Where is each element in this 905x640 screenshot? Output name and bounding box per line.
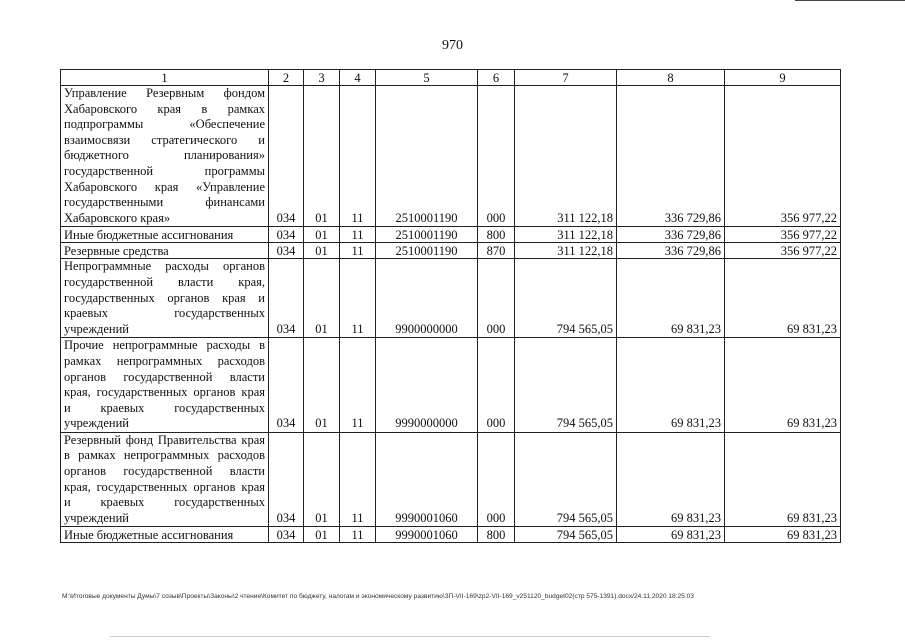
row-section-code: 01	[304, 86, 340, 227]
row-expense-type: 000	[478, 432, 515, 527]
row-target-article: 9990001060	[376, 527, 478, 543]
row-subsection-code: 11	[340, 86, 376, 227]
row-amount-col8: 69 831,23	[617, 432, 725, 527]
row-target-article: 9990001060	[376, 432, 478, 527]
row-amount-col9: 356 977,22	[725, 243, 841, 259]
row-name: Иные бюджетные ассигнования	[61, 527, 269, 543]
row-amount-col8: 69 831,23	[617, 527, 725, 543]
col-header-3: 3	[304, 70, 340, 86]
row-name: Управление Резервным фондом Хабаровского края в рамках подпрограммы «Обеспечение взаимосвязи стратегического и бюджетного планирования» государственной программы Хабаровского края «Управление государственными финансами Хабаровского края»	[61, 86, 269, 227]
row-target-article: 9990000000	[376, 338, 478, 433]
row-amount-col7: 794 565,05	[515, 432, 617, 527]
col-header-1: 1	[61, 70, 269, 86]
header-row	[61, 70, 841, 86]
row-target-article: 2510001190	[376, 243, 478, 259]
row-ministry-code: 034	[269, 86, 304, 227]
row-section-code: 01	[304, 259, 340, 338]
row-amount-col8: 69 831,23	[617, 259, 725, 338]
row-ministry-code: 034	[269, 338, 304, 433]
col-header-8: 8	[617, 70, 725, 86]
table-row	[61, 227, 841, 243]
row-ministry-code: 034	[269, 243, 304, 259]
row-amount-col7: 311 122,18	[515, 227, 617, 243]
row-amount-col7: 311 122,18	[515, 243, 617, 259]
col-header-9: 9	[725, 70, 841, 86]
row-ministry-code: 034	[269, 227, 304, 243]
row-amount-col9: 356 977,22	[725, 227, 841, 243]
row-target-article: 9900000000	[376, 259, 478, 338]
row-amount-col7: 311 122,18	[515, 86, 617, 227]
row-expense-type: 800	[478, 227, 515, 243]
col-header-5: 5	[376, 70, 478, 86]
document-path-footer: M:\Итоговые документы Думы\7 созыв\Проекты\Законы\2 чтение\Комитет по бюджету, налогам и экономическому развитию\ЗП-VII-169\zp2-VII-169_v251120_budget02(стр 575-1391).docx/24.11.2020 18:25:03	[62, 593, 695, 600]
row-target-article: 2510001190	[376, 227, 478, 243]
row-subsection-code: 11	[340, 243, 376, 259]
row-subsection-code: 11	[340, 227, 376, 243]
row-section-code: 01	[304, 227, 340, 243]
row-name: Резервные средства	[61, 243, 269, 259]
row-subsection-code: 11	[340, 432, 376, 527]
row-ministry-code: 034	[269, 259, 304, 338]
col-header-2: 2	[269, 70, 304, 86]
row-amount-col9: 356 977,22	[725, 86, 841, 227]
row-amount-col8: 336 729,86	[617, 243, 725, 259]
table-row	[61, 86, 841, 227]
row-ministry-code: 034	[269, 527, 304, 543]
row-expense-type: 000	[478, 86, 515, 227]
row-amount-col7: 794 565,05	[515, 338, 617, 433]
row-name: Иные бюджетные ассигнования	[61, 227, 269, 243]
row-subsection-code: 11	[340, 338, 376, 433]
row-expense-type: 800	[478, 527, 515, 543]
row-expense-type: 870	[478, 243, 515, 259]
row-amount-col8: 336 729,86	[617, 86, 725, 227]
row-name: Прочие непрограммные расходы в рамках непрограммных расходов органов государственной власти края, государственных органов края и краевых государственных учреждений	[61, 338, 269, 433]
row-name: Непрограммные расходы органов государственной власти края, государственных органов края и краевых государственных учреждений	[61, 259, 269, 338]
table-row	[61, 527, 841, 543]
row-ministry-code: 034	[269, 432, 304, 527]
table-row	[61, 243, 841, 259]
row-amount-col8: 336 729,86	[617, 227, 725, 243]
row-target-article: 2510001190	[376, 86, 478, 227]
table-row	[61, 432, 841, 527]
row-section-code: 01	[304, 527, 340, 543]
table-row	[61, 338, 841, 433]
col-header-4: 4	[340, 70, 376, 86]
row-amount-col9: 69 831,23	[725, 338, 841, 433]
budget-table	[60, 69, 841, 543]
page-number: 970	[442, 38, 463, 53]
row-amount-col7: 794 565,05	[515, 527, 617, 543]
row-amount-col7: 794 565,05	[515, 259, 617, 338]
row-amount-col9: 69 831,23	[725, 259, 841, 338]
row-section-code: 01	[304, 432, 340, 527]
top-rule	[795, 0, 905, 1]
row-expense-type: 000	[478, 338, 515, 433]
row-expense-type: 000	[478, 259, 515, 338]
row-amount-col9: 69 831,23	[725, 527, 841, 543]
col-header-6: 6	[478, 70, 515, 86]
bottom-rule	[110, 636, 710, 637]
row-subsection-code: 11	[340, 527, 376, 543]
row-section-code: 01	[304, 243, 340, 259]
row-amount-col8: 69 831,23	[617, 338, 725, 433]
row-name: Резервный фонд Правительства края в рамках непрограммных расходов органов государственной власти края, государственных органов края и краевых государственных учреждений	[61, 432, 269, 527]
row-subsection-code: 11	[340, 259, 376, 338]
row-amount-col9: 69 831,23	[725, 432, 841, 527]
row-section-code: 01	[304, 338, 340, 433]
col-header-7: 7	[515, 70, 617, 86]
table-row	[61, 259, 841, 338]
